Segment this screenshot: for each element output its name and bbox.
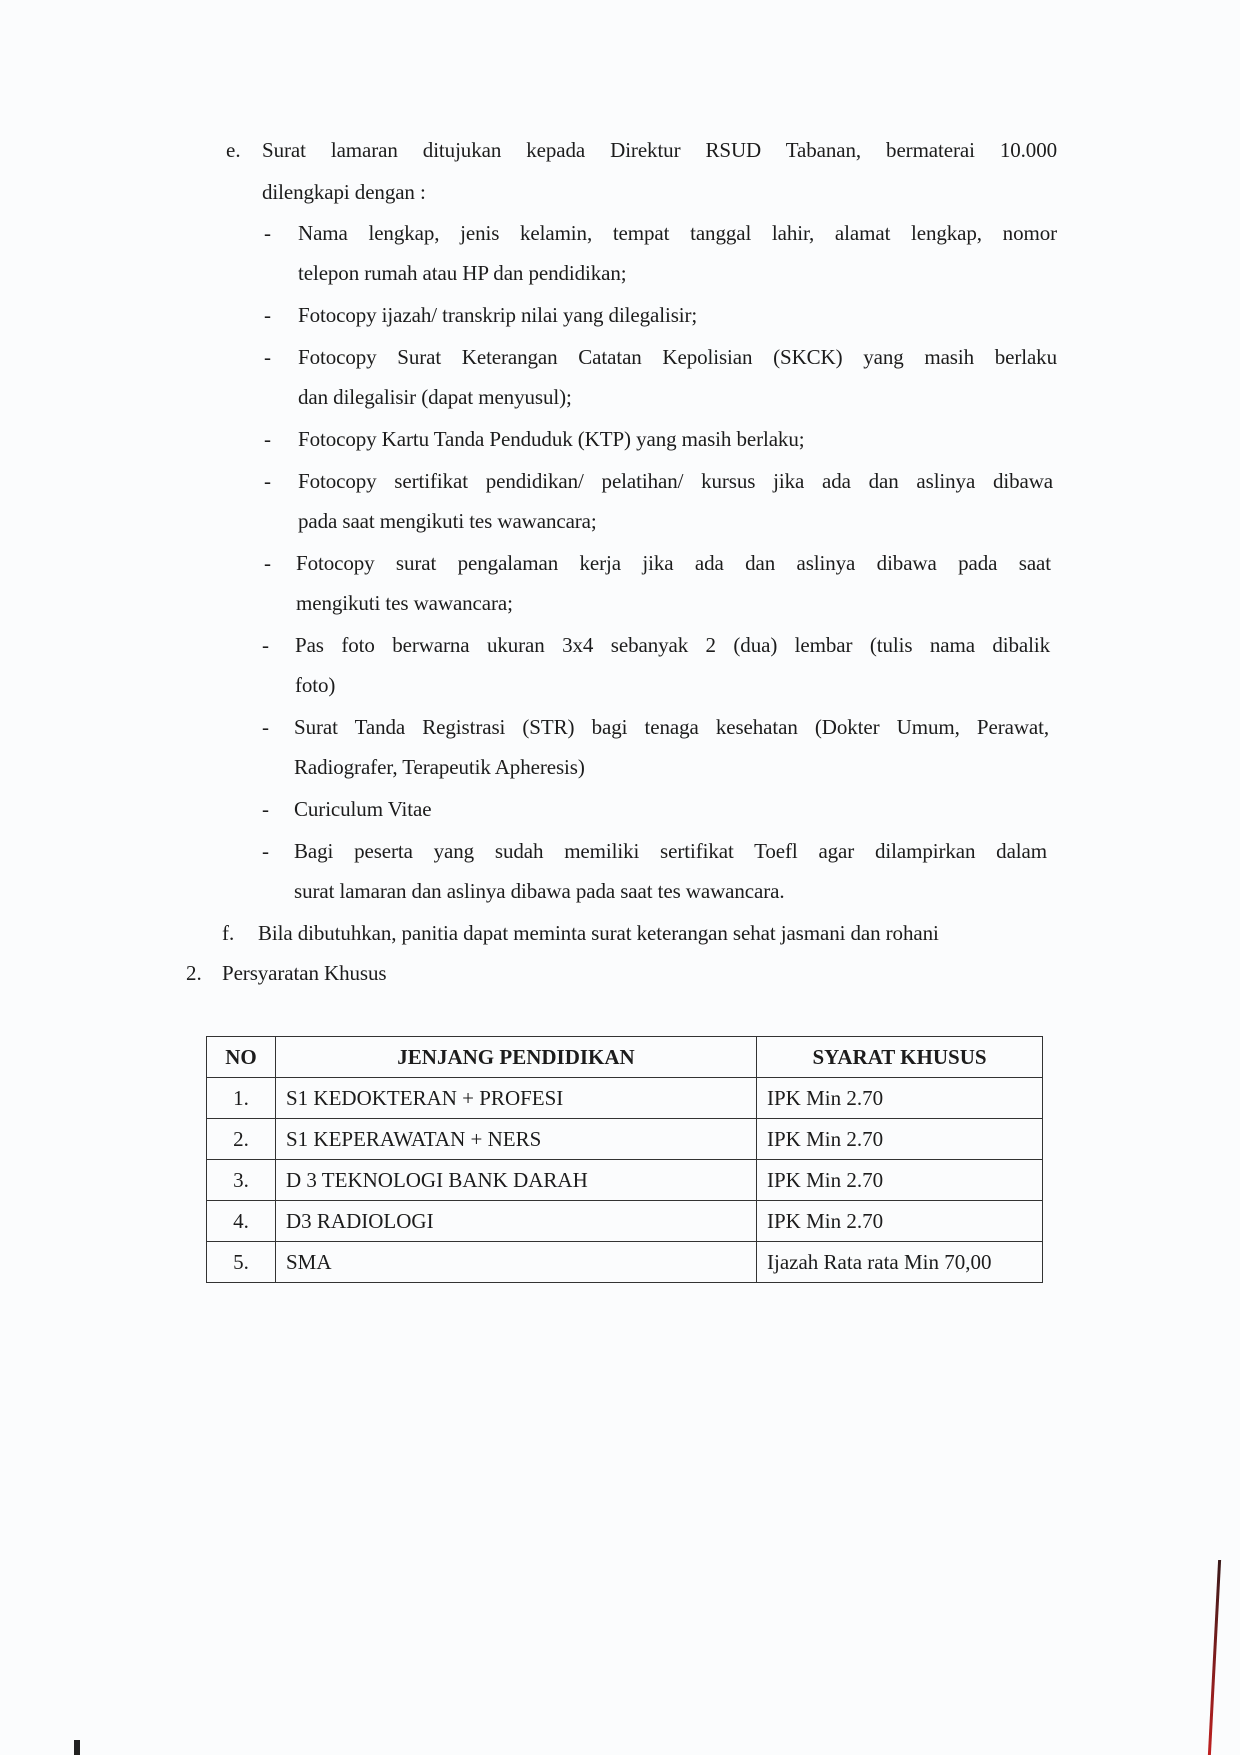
list-item-line: foto) <box>295 673 336 697</box>
list-item-line: Fotocopy ijazah/ transkrip nilai yang dilegalisir; <box>298 303 698 327</box>
cell-no: 2. <box>207 1119 276 1160</box>
section-e-line-1: Surat lamaran ditujukan kepada Direktur RSUD Tabanan, bermaterai 10.000 <box>262 138 1057 162</box>
list-item-line: Surat Tanda Registrasi (STR) bagi tenaga kesehatan (Dokter Umum, Perawat, <box>294 715 1049 739</box>
cell-no: 4. <box>207 1201 276 1242</box>
section-f-text: Bila dibutuhkan, panitia dapat meminta surat keterangan sehat jasmani dan rohani <box>258 921 939 945</box>
cell-syarat: IPK Min 2.70 <box>757 1119 1043 1160</box>
cell-syarat: IPK Min 2.70 <box>757 1160 1043 1201</box>
list-item-line: Fotocopy sertifikat pendidikan/ pelatihan/ kursus jika ada dan aslinya dibawa <box>298 469 1053 493</box>
header-jenjang: JENJANG PENDIDIKAN <box>276 1037 757 1078</box>
bullet: - <box>264 221 271 245</box>
cell-syarat: IPK Min 2.70 <box>757 1201 1043 1242</box>
scan-corner-mark <box>74 1740 80 1755</box>
section-e-line-2: dilengkapi dengan : <box>262 180 426 204</box>
requirements-table <box>206 1036 1043 1283</box>
scan-edge-line <box>1208 1560 1221 1755</box>
table-row <box>207 1160 1043 1201</box>
bullet: - <box>264 469 271 493</box>
table-row <box>207 1119 1043 1160</box>
list-item-line: surat lamaran dan aslinya dibawa pada saat tes wawancara. <box>294 879 785 903</box>
cell-no: 5. <box>207 1242 276 1283</box>
list-item-line: Fotocopy surat pengalaman kerja jika ada dan aslinya dibawa pada saat <box>296 551 1051 575</box>
bullet: - <box>262 633 269 657</box>
bullet: - <box>264 345 271 369</box>
cell-no: 1. <box>207 1078 276 1119</box>
cell-no: 3. <box>207 1160 276 1201</box>
table-row <box>207 1078 1043 1119</box>
cell-jenjang: SMA <box>276 1242 757 1283</box>
list-item-line: Bagi peserta yang sudah memiliki sertifikat Toefl agar dilampirkan dalam <box>294 839 1047 863</box>
list-item-line: Pas foto berwarna ukuran 3x4 sebanyak 2 (dua) lembar (tulis nama dibalik <box>295 633 1050 657</box>
header-no: NO <box>207 1037 276 1078</box>
list-item-line: mengikuti tes wawancara; <box>296 591 513 615</box>
section-f-marker: f. <box>222 921 235 945</box>
section-2-marker: 2. <box>186 961 202 985</box>
list-item-line: Fotocopy Kartu Tanda Penduduk (KTP) yang masih berlaku; <box>298 427 805 451</box>
section-2-title: Persyaratan Khusus <box>222 961 387 985</box>
header-syarat: SYARAT KHUSUS <box>757 1037 1043 1078</box>
cell-syarat: Ijazah Rata rata Min 70,00 <box>757 1242 1043 1283</box>
cell-jenjang: D3 RADIOLOGI <box>276 1201 757 1242</box>
list-item-line: Curiculum Vitae <box>294 797 432 821</box>
table-header-row <box>207 1037 1043 1078</box>
list-item-line: pada saat mengikuti tes wawancara; <box>298 509 597 533</box>
bullet: - <box>262 797 269 821</box>
bullet: - <box>264 427 271 451</box>
bullet: - <box>264 551 271 575</box>
list-item-line: Nama lengkap, jenis kelamin, tempat tanggal lahir, alamat lengkap, nomor <box>298 221 1057 245</box>
cell-jenjang: S1 KEDOKTERAN + PROFESI <box>276 1078 757 1119</box>
bullet: - <box>264 303 271 327</box>
table-row <box>207 1242 1043 1283</box>
list-item-line: Radiografer, Terapeutik Apheresis) <box>294 755 585 779</box>
cell-jenjang: D 3 TEKNOLOGI BANK DARAH <box>276 1160 757 1201</box>
list-item-line: Fotocopy Surat Keterangan Catatan Kepolisian (SKCK) yang masih berlaku <box>298 345 1057 369</box>
bullet: - <box>262 839 269 863</box>
list-item-line: dan dilegalisir (dapat menyusul); <box>298 385 572 409</box>
list-item-line: telepon rumah atau HP dan pendidikan; <box>298 261 627 285</box>
section-e-marker: e. <box>226 138 241 162</box>
table-row <box>207 1201 1043 1242</box>
cell-syarat: IPK Min 2.70 <box>757 1078 1043 1119</box>
bullet: - <box>262 715 269 739</box>
cell-jenjang: S1 KEPERAWATAN + NERS <box>276 1119 757 1160</box>
